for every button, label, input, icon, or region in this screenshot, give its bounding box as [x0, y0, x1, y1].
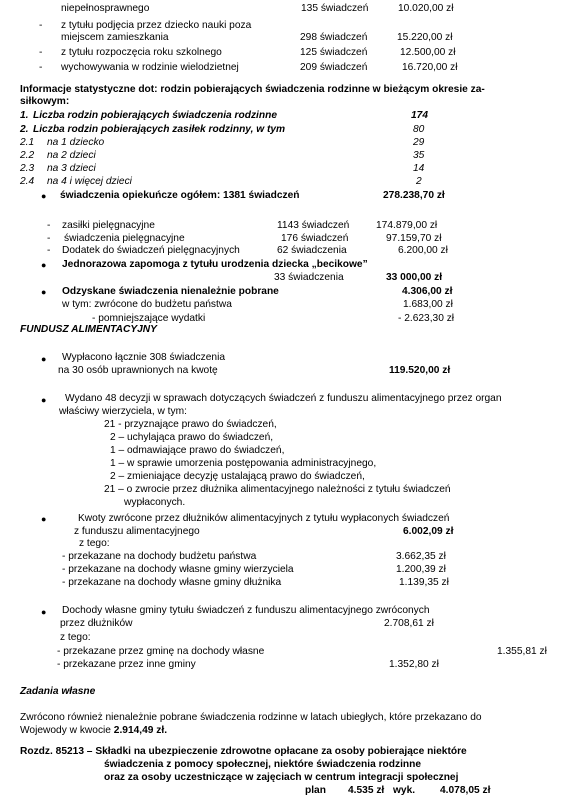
zadania-text-pre: Wojewody w kwocie	[20, 725, 114, 736]
decision-item: 21 – o zwrocie przez dłużnika alimentacyjnego należności z tytułu świadczeń	[104, 484, 451, 495]
stat-label: Liczba rodzin pobierających zasiłek rodzinny, w tym	[33, 124, 286, 135]
stat-num: 2.1	[20, 137, 35, 148]
returned-row-amount: 3.662,35 zł	[396, 551, 446, 562]
opiekuncze-title: świadczenia opiekuńcze ogółem: 1381 świadczeń	[60, 190, 300, 201]
row-dash: -	[39, 62, 43, 73]
row-count: 125 świadczeń	[300, 47, 368, 58]
bullet-icon: ●	[41, 191, 47, 201]
bullet-icon: ●	[41, 260, 47, 270]
stat-num: 1.	[20, 110, 29, 121]
stat-value: 2	[416, 176, 422, 187]
row-amount: 16.720,00 zł	[402, 62, 458, 73]
rozdz-plan-label: plan	[305, 785, 326, 796]
fundusz-returned-line2: z funduszu alimentacyjnego	[74, 526, 200, 537]
fundusz-returned-tego: z tego:	[79, 538, 110, 549]
returned-row-label: - przekazane na dochody własne gminy dłużnika	[62, 577, 282, 588]
decision-item: wypłaconych.	[124, 497, 186, 508]
bullet-icon: ●	[41, 607, 47, 617]
odzyskane-title: Odzyskane świadczenia nienależnie pobrane	[62, 286, 279, 297]
row-label: z tytułu podjęcia przez dziecko nauki poza	[61, 20, 252, 31]
zadania-text: Zwrócono również nienależnie pobrane świadczenia rodzinne w latach ubiegłych, które przekazano do	[20, 712, 482, 723]
odzyskane-line1-amount: 1.683,00 zł	[403, 299, 453, 310]
fundusz-decisions-line2: właściwy wierzyciela, w tym:	[59, 406, 187, 417]
fundusz-paid-amount: 119.520,00 zł	[389, 365, 451, 376]
bullet-icon: ●	[41, 514, 47, 524]
stat-num: 2.4	[20, 176, 35, 187]
fundusz-income-tego: z tego:	[60, 632, 91, 643]
decision-item: 2 – zmieniające decyzję ustalającą prawo do świadczeń,	[110, 471, 365, 482]
fundusz-returned-line1: Kwoty zwrócone przez dłużników alimentacyjnych z tytułu wypłaconych świadczeń	[78, 513, 450, 524]
fundusz-decisions-line1: Wydano 48 decyzji w sprawach dotyczących świadczeń z funduszu alimentacyjnego przez organ	[65, 393, 502, 404]
returned-row-amount: 1.139,35 zł	[399, 577, 449, 588]
opiekuncze-amount: 97.159,70 zł	[386, 233, 442, 244]
stat-num: 2.2	[20, 150, 35, 161]
rozdz-plan-value: 4.535 zł	[348, 785, 385, 796]
row-label: niepełnosprawnego	[61, 3, 150, 14]
stat-value: 80	[413, 124, 425, 135]
row-dash: -	[47, 233, 51, 244]
row-dash: -	[39, 47, 43, 58]
odzyskane-line2: - pomniejszające wydatki	[92, 313, 206, 324]
stat-num: 2.	[20, 124, 29, 135]
odzyskane-amount: 4.306,00 zł	[402, 286, 453, 297]
stat-label: na 4 i więcej dzieci	[47, 176, 132, 187]
stat-value: 29	[413, 137, 425, 148]
fundusz-income-row1: - przekazane przez gminę na dochody własne	[57, 646, 265, 657]
row-amount: 10.020,00 zł	[398, 3, 454, 14]
stat-num: 2.3	[20, 163, 35, 174]
row-label: wychowywania w rodzinie wielodzietnej	[61, 62, 239, 73]
opiekuncze-count: 62 świadczenia	[277, 245, 347, 256]
stat-value: 35	[413, 150, 425, 161]
row-count: 298 świadczeń	[300, 32, 368, 43]
stat-label: na 2 dzieci	[47, 150, 96, 161]
becikowe-count: 33 świadczenia	[274, 272, 344, 283]
fundusz-income-row1-amount: 1.355,81 zł	[497, 646, 547, 657]
opiekuncze-label: zasiłki pielęgnacyjne	[62, 220, 155, 231]
opiekuncze-total: 278.238,70 zł	[383, 190, 445, 201]
opiekuncze-count: 176 świadczeń	[281, 233, 349, 244]
fundusz-income-line1: Dochody własne gminy tytułu świadczeń z funduszu alimentacyjnego zwróconych	[62, 605, 430, 616]
bullet-icon: ●	[41, 287, 47, 297]
opiekuncze-label: świadczenia pielęgnacyjne	[64, 233, 185, 244]
fundusz-income-row2-amount: 1.352,80 zł	[389, 659, 439, 670]
fundusz-income-line2: przez dłużników	[60, 618, 133, 629]
bullet-icon: ●	[41, 354, 47, 364]
returned-row-label: - przekazane na dochody własne gminy wierzyciela	[62, 564, 294, 575]
zadania-text-cont	[20, 725, 167, 737]
fundusz-heading: FUNDUSZ ALIMENTACYJNY	[20, 324, 157, 335]
fundusz-paid-line1: Wypłacono łącznie 308 świadczenia	[62, 352, 225, 363]
decision-item: 21 - przyznające prawo do świadczeń,	[104, 419, 277, 430]
row-amount: 15.220,00 zł	[397, 32, 453, 43]
fundusz-income-row2: - przekazane przez inne gminy	[57, 659, 196, 670]
rozdz-code: Rozdz. 85213 –	[20, 746, 96, 757]
row-count: 135 świadczeń	[301, 3, 369, 14]
odzyskane-line2-amount: - 2.623,30 zł	[398, 313, 455, 324]
stat-value: 174	[411, 110, 428, 121]
becikowe-title: Jednorazowa zapomoga z tytułu urodzenia dziecka „becikowe”	[62, 259, 368, 270]
returned-row-amount: 1.200,39 zł	[396, 564, 446, 575]
rozdz-line3: oraz za osoby uczestniczące w zajęciach w centrum integracji społecznej	[104, 772, 459, 783]
row-dash: -	[39, 20, 43, 31]
opiekuncze-amount: 6.200,00 zł	[398, 245, 448, 256]
row-label-cont: miejscem zamieszkania	[61, 32, 169, 43]
rozdz-line2: świadczenia z pomocy społecznej, niektóre świadczenia rodzinne	[104, 759, 422, 770]
rozdz-title: Składki na ubezpieczenie zdrowotne opłacane za osoby pobierające niektóre	[95, 746, 467, 757]
stat-label: Liczba rodzin pobierających świadczenia rodzinne	[33, 110, 277, 121]
rozdz-wyk-value: 4.078,05 zł	[440, 785, 491, 796]
zadania-amount: 2.914,49 zł.	[113, 725, 168, 736]
decision-item: 1 – odmawiające prawo do świadczeń,	[110, 445, 285, 456]
opiekuncze-amount: 174.879,00 zł	[376, 220, 438, 231]
rozdz-wyk-label: wyk.	[393, 785, 416, 796]
fundusz-income-amount: 2.708,61 zł	[384, 618, 434, 629]
row-dash: -	[47, 245, 51, 256]
row-amount: 12.500,00 zł	[400, 47, 456, 58]
becikowe-amount: 33 000,00 zł	[386, 272, 443, 283]
opiekuncze-count: 1143 świadczeń	[277, 220, 350, 231]
zadania-heading: Zadania własne	[20, 686, 96, 697]
fundusz-returned-amount: 6.002,09 zł	[403, 526, 454, 537]
returned-row-label: - przekazane na dochody budżetu państwa	[62, 551, 257, 562]
stat-label: na 1 dziecko	[47, 137, 105, 148]
row-dash: -	[47, 220, 51, 231]
stats-heading-cont: siłkowym:	[20, 96, 70, 107]
rozdz-line1	[20, 746, 467, 758]
row-label: z tytułu rozpoczęcia roku szkolnego	[61, 47, 222, 58]
decision-item: 2 – uchylająca prawo do świadczeń,	[110, 432, 274, 443]
stat-value: 14	[413, 163, 425, 174]
row-count: 209 świadczeń	[300, 62, 368, 73]
stat-label: na 3 dzieci	[47, 163, 96, 174]
fundusz-paid-line2: na 30 osób uprawnionych na kwotę	[58, 365, 218, 376]
bullet-icon: ●	[41, 395, 47, 405]
stats-heading: Informacje statystyczne dot: rodzin pobierających świadczenia rodzinne w bieżącym okresie za-	[20, 84, 485, 95]
odzyskane-line1: w tym: zwrócone do budżetu państwa	[62, 299, 232, 310]
decision-item: 1 – w sprawie umorzenia postępowania administracyjnego,	[110, 458, 377, 469]
opiekuncze-label: Dodatek do świadczeń pielęgnacyjnych	[62, 245, 240, 256]
